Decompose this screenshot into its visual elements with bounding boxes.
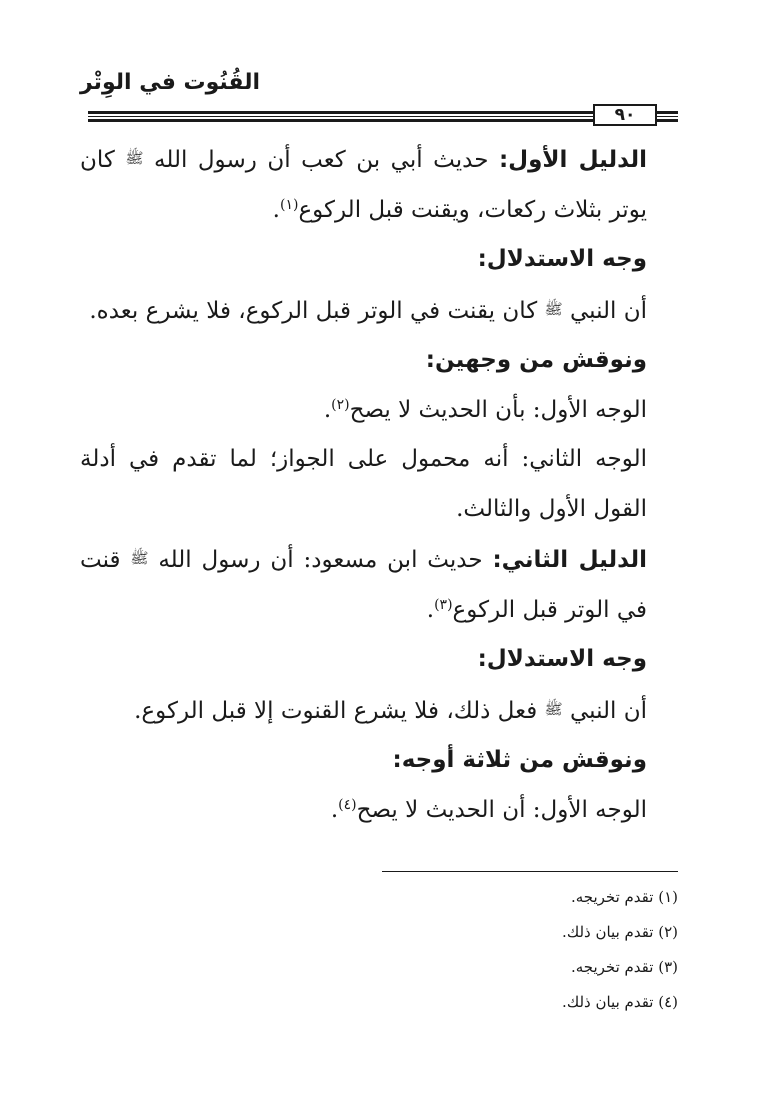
section-heading: وجه الاستدلال: bbox=[477, 246, 647, 272]
paragraph-text: أن النبي bbox=[562, 297, 647, 324]
paragraph bbox=[80, 386, 675, 436]
main-text bbox=[80, 134, 675, 835]
footnote-separator bbox=[382, 871, 678, 872]
footnote: (٣) تقدم تخريجه. bbox=[570, 958, 678, 976]
paragraph-text: فعل ذلك، فلا يشرع القنوت إلا قبل الركوع. bbox=[134, 697, 545, 724]
paragraph-evidence-1 bbox=[80, 134, 675, 235]
paragraph-text: حديث ابن مسعود: أن رسول الله bbox=[148, 547, 493, 573]
paragraph-text: كان يقنت في الوتر قبل الركوع، فلا يشرع بعده. bbox=[89, 297, 545, 324]
footnote-ref: (٢) bbox=[331, 396, 350, 413]
footnotes bbox=[380, 880, 678, 1020]
section-heading: ونوقش من ثلاثة أوجه: bbox=[392, 747, 647, 773]
footnote-ref: (٣) bbox=[434, 596, 453, 613]
paragraph-end: . bbox=[330, 796, 339, 823]
paragraph-text: أن النبي bbox=[562, 697, 647, 724]
footnote-ref: (١) bbox=[279, 196, 299, 213]
honorific-glyph: ﷺ bbox=[544, 699, 563, 718]
paragraph bbox=[80, 786, 675, 836]
header-rule bbox=[88, 104, 678, 128]
honorific-glyph: ﷺ bbox=[125, 149, 144, 167]
footnote: (١) تقدم تخريجه. bbox=[570, 888, 678, 906]
section-heading: وجه الاستدلال: bbox=[477, 646, 647, 672]
honorific-glyph: ﷺ bbox=[544, 299, 563, 318]
paragraph: الوجه الثاني: أنه محمول على الجواز؛ لما تقدم في أدلة القول الأول والثالث. bbox=[80, 446, 647, 522]
honorific-glyph: ﷺ bbox=[130, 549, 149, 567]
paragraph-end: . bbox=[426, 596, 435, 623]
paragraph-end: . bbox=[323, 396, 332, 423]
evidence-label: الدليل الأول: bbox=[498, 147, 647, 173]
page-number: ٩٠ bbox=[593, 104, 657, 126]
evidence-label: الدليل الثاني: bbox=[492, 547, 647, 573]
paragraph bbox=[80, 285, 675, 337]
paragraph-text: قنت في الوتر قبل الركوع bbox=[80, 547, 647, 623]
paragraph-text: الوجه الأول: أن الحديث لا يصح bbox=[356, 796, 647, 823]
section-heading: ونوقش من وجهين: bbox=[425, 347, 647, 373]
footnote: (٢) تقدم بيان ذلك. bbox=[562, 923, 678, 941]
header-rule-line bbox=[88, 116, 678, 117]
paragraph-text: الوجه الأول: بأن الحديث لا يصح bbox=[349, 396, 647, 423]
paragraph-evidence-2 bbox=[80, 534, 675, 635]
paragraph bbox=[80, 685, 675, 737]
paragraph-text: حديث أبي بن كعب أن رسول الله bbox=[143, 147, 499, 173]
footnote-ref: (٤) bbox=[338, 796, 357, 813]
running-title: القُنُوت في الوِتْر bbox=[80, 70, 261, 95]
header-rule-line bbox=[88, 119, 678, 122]
paragraph-end: . bbox=[272, 196, 280, 223]
footnote: (٤) تقدم بيان ذلك. bbox=[562, 993, 678, 1011]
paragraph-text: كان يوتر بثلاث ركعات، ويقنت قبل الركوع bbox=[80, 147, 647, 223]
header-rule-line bbox=[88, 111, 678, 114]
